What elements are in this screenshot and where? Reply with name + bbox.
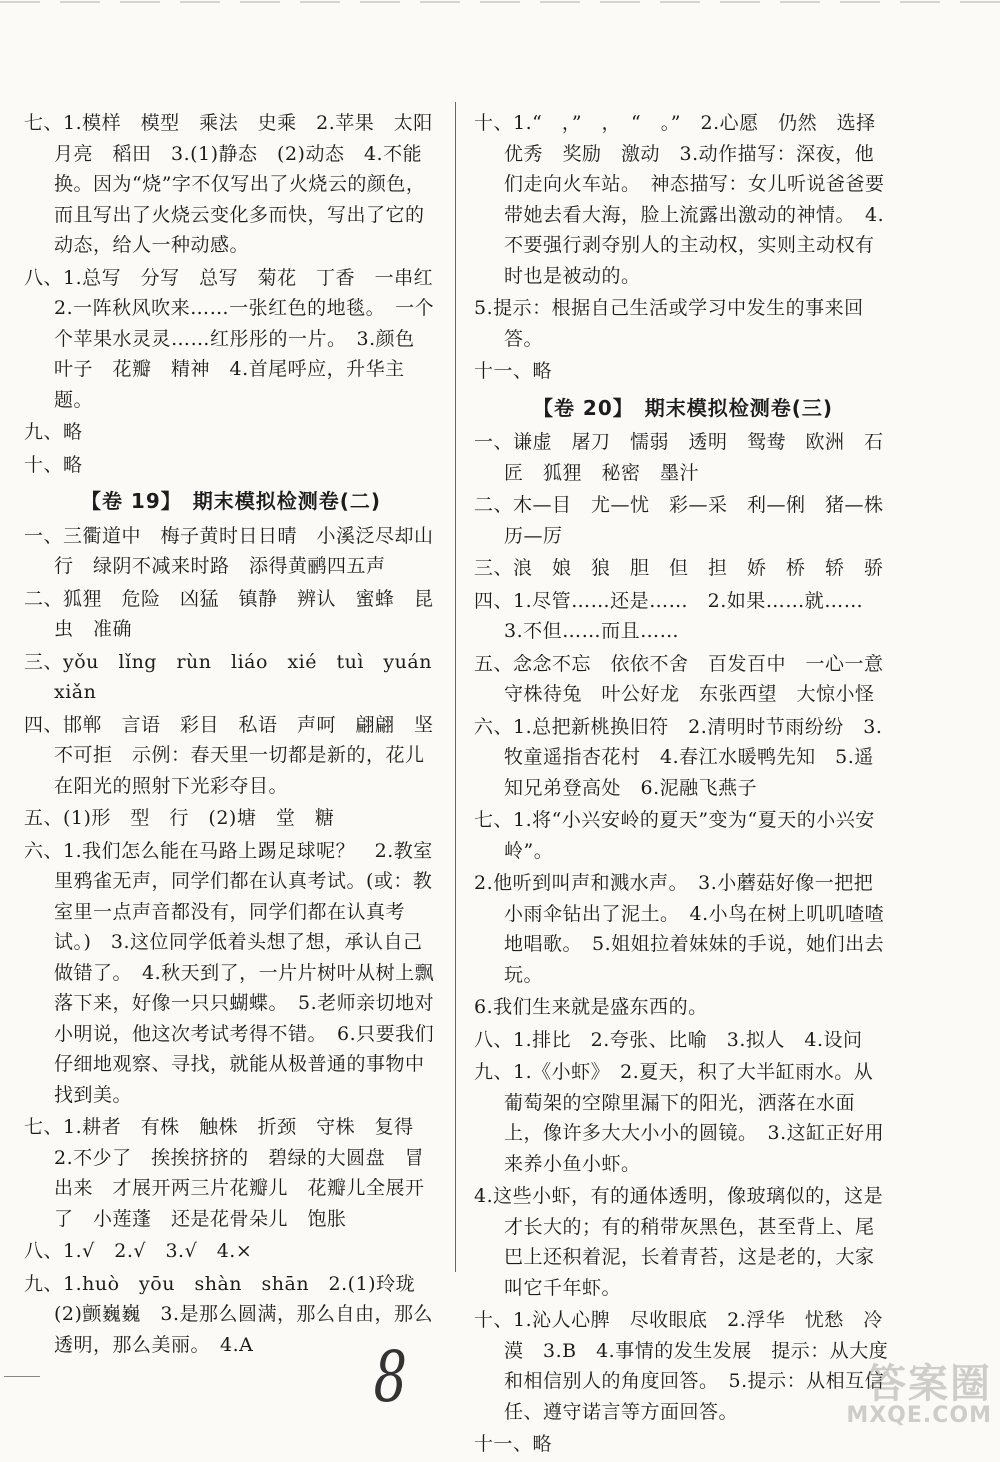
section-title-19: 【卷 19】 期末模拟检测卷(二): [80, 489, 382, 513]
watermark-main: 答案圈: [866, 1361, 992, 1407]
column-divider: [455, 102, 456, 1272]
answer-item: 四、邯郸 言语 彩目 私语 声呵 翩翩 坚不可拒 示例：春天里一切都是新的，花儿在阳光的照射下光彩夺目。: [24, 713, 434, 797]
footer-mark: [4, 1376, 40, 1377]
watermark-logo: [846, 1352, 992, 1428]
answer-item: 四、1.尽管……还是…… 2.如果……就…… 3.不但……而且……: [474, 589, 883, 642]
left-column: [24, 108, 453, 1362]
top-rule: [0, 1, 1000, 3]
answer-item: 十、1.“ ，” ， “ 。” 2.心愿 仍然 选择 优秀 奖励 激动 3.动作描写：深夜，他们走向火车站。 神态描写：女儿听说爸爸要带她去看大海，脸上流露出激动的神情。 4.不要强行剥夺别人的主动权，实则主动权有时也是被动的。: [474, 112, 896, 287]
answer-item: 十、略: [24, 453, 83, 476]
answer-item: 十一、略: [474, 1433, 553, 1455]
answer-item: 五、(1)形 型 行 (2)塘 堂 糖: [24, 807, 335, 829]
answer-item: 一、谦虚 屠刀 懦弱 透明 鸳鸯 欧洲 石匠 狐狸 秘密 墨汁: [474, 431, 884, 484]
answer-item: 5.提示：根据自己生活或学习中发生的事来回答。: [474, 297, 864, 350]
answer-item: 2.他听到叫声和溅水声。 3.小蘑菇好像一把把小雨伞钻出了泥土。 4.小鸟在树上叽叽喳喳地唱歌。 5.姐姐拉着妹妹的手说，她们出去玩。: [474, 872, 885, 986]
answer-item: 九、1.《小虾》 2.夏天，积了大半缸雨水。从葡萄架的空隙里漏下的阳光，洒落在水面上，像许多大大小小的圆镜。 3.这缸正好用来养小鱼小虾。: [474, 1061, 885, 1175]
answer-item: 九、略: [24, 421, 83, 443]
answer-item: 八、1.总写 分写 总写 菊花 丁香 一串红 2.一阵秋风吹来……一张红色的地毯。 一个个苹果水灵灵……红彤彤的一片。 3.颜色 叶子 花瓣 精神 4.首尾呼应，升华主题。: [24, 266, 453, 411]
watermark-sub: MXQE.COM: [846, 1403, 992, 1428]
answer-item: 二、木—目 尤—忧 彩—采 利—俐 猪—株 历—厉: [474, 494, 904, 547]
answer-item: 八、1.√ 2.√ 3.√ 4.×: [24, 1240, 253, 1262]
answer-item: 十一、略: [474, 360, 553, 382]
answer-item: 七、1.模样 模型 乘法 史乘 2.苹果 太阳 月亮 稻田 3.(1)静态 (2)动态 4.不能换。因为“烧”字不仅写出了火烧云的颜色，而且写出了火烧云变化多而快，写出了它的动态，给人一种动感。: [24, 112, 453, 256]
answer-item: 六、1.我们怎么能在马路上踢足球呢？ 2.教室里鸦雀无声，同学们都在认真考试。(或：教室里一点声音都没有，同学们都在认真考试。) 3.这位同学低着头想了想，承认自己做错了。 4.秋天到了，一片片树叶从树上飘落下来，好像一只只蝴蝶。 5.老师亲切地对小明说，他这次考试考得不错。 6.只要我们仔细地观察、寻找，就能从极普通的事物中找到美。: [24, 839, 435, 1106]
answer-item: 七、1.耕者 有株 触株 折颈 守株 复得 2.不少了 挨挨挤挤的 碧绿的大圆盘 冒出来 才展开两三片花瓣儿 花瓣儿全展开了 小莲蓬 还是花骨朵儿 饱胀: [24, 1116, 434, 1230]
answer-item: 4.这些小虾，有的通体透明，像玻璃似的，这是才长大的；有的稍带灰黑色，甚至背上、尾巴上还积着泥，长着青苔，这是老的，大家叫它千年虾。: [474, 1185, 884, 1299]
answer-item: 6.我们生来就是盛东西的。: [474, 996, 708, 1018]
answer-item: 九、1.huò yōu shàn shān 2.(1)玲珑 (2)颤巍巍 3.是那么圆满，那么自由，那么透明，那么美丽。 4.A: [24, 1272, 435, 1356]
answer-item: 六、1.总把新桃换旧符 2.清明时节雨纷纷 3.牧童遥指杏花村 4.春江水暖鸭先知 5.遥知兄弟登高处 6.泥融飞燕子: [474, 715, 883, 799]
answer-item: 二、狐狸 危险 凶猛 镇静 辨认 蜜蜂 昆虫 准确: [24, 587, 434, 640]
answer-item: 三、yǒu lǐng rùn liáo xié tuì yuán xiǎn: [24, 650, 452, 703]
answer-item: 五、念念不忘 依依不舍 百发百中 一心一意 守株待兔 叶公好龙 东张西望 大惊小怪: [474, 652, 904, 705]
answer-item: 七、1.将“小兴安岭的夏天”变为“夏天的小兴安岭”。: [474, 809, 875, 862]
answer-item: 三、浪 娘 狼 胆 但 担 娇 桥 轿 骄: [474, 557, 884, 579]
section-title-20: 【卷 20】 期末模拟检测卷(三): [532, 395, 834, 420]
handwritten-page-number: 8: [373, 1336, 407, 1418]
right-column: [474, 108, 904, 1462]
answer-item: 十、1.沁人心脾 尽收眼底 2.浮华 忧愁 冷漠 3.B 4.事情的发生发展 提示：从大度和相信别人的角度回答。 5.提示：从相互信任、遵守诺言等方面回答。: [474, 1309, 889, 1423]
answer-item: 八、1.排比 2.夸张、比喻 3.拟人 4.设问: [474, 1028, 863, 1051]
answer-item: 一、三衢道中 梅子黄时日日晴 小溪泛尽却山行 绿阴不减来时路 添得黄鹂四五声: [24, 524, 434, 577]
